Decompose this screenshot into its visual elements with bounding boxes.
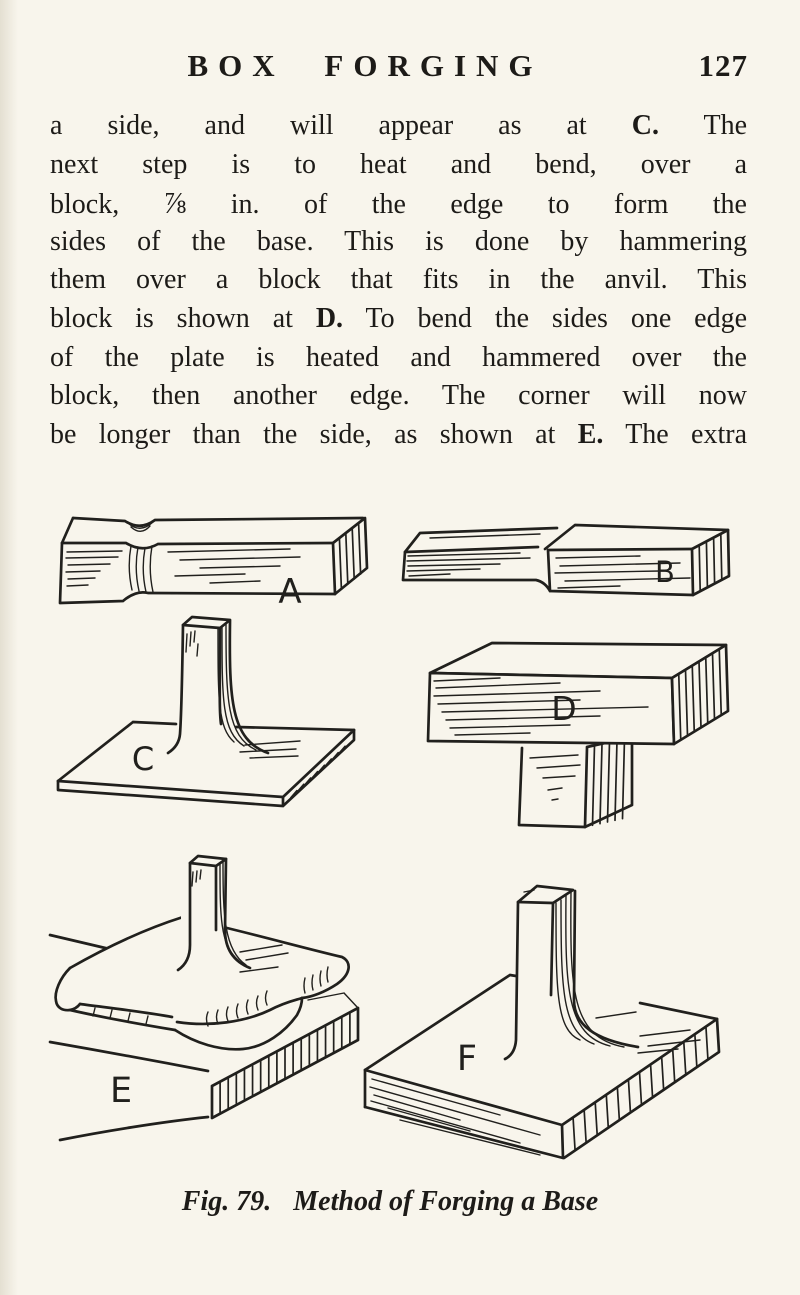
- text-run: block,: [50, 189, 164, 221]
- drawing-c: [58, 617, 354, 806]
- d-shank-hatch: [593, 739, 625, 826]
- text-line: [50, 339, 747, 378]
- text-line: [50, 416, 747, 455]
- c-plate-edge-hatch: [291, 746, 345, 797]
- caption-figure-number: Fig. 79.: [181, 1186, 272, 1217]
- text-line: [50, 184, 747, 223]
- label-f: F: [456, 1039, 478, 1079]
- caption-title: Method of Forging a Base: [293, 1186, 599, 1217]
- figure-illustration: [0, 480, 800, 1180]
- page-number: 127: [698, 48, 748, 83]
- page-header: [0, 48, 800, 92]
- text-run: sides of the base. This is done by hammering: [50, 225, 747, 257]
- drawing-b: [403, 525, 729, 595]
- text-run: block, then another edge. The corner will now: [50, 380, 747, 412]
- text-line: [50, 377, 747, 416]
- text-line: [50, 146, 747, 185]
- text-run: next step is to heat and bend, over a: [50, 148, 747, 180]
- text-line: [50, 300, 747, 339]
- body-paragraph: [50, 107, 747, 454]
- text-run: The: [658, 110, 748, 141]
- text-run: be longer than the side, as shown at: [50, 418, 578, 450]
- running-title: BOX FORGING: [187, 48, 543, 83]
- text-run: To bend the sides one edge: [343, 302, 747, 334]
- label-a: A: [278, 572, 302, 612]
- text-run: in. of the edge to form the: [186, 189, 747, 221]
- figure-caption: [0, 1186, 780, 1218]
- drawing-f: [365, 886, 719, 1158]
- label-d: D: [551, 689, 577, 728]
- bold-reference-letter: D.: [315, 302, 344, 334]
- text-run: a side, and will appear as at: [50, 110, 632, 141]
- drawing-e: [50, 856, 358, 1140]
- a-end-hatch: [339, 523, 360, 589]
- f-left-face-streaks: [370, 1079, 540, 1155]
- text-run: block is shown at: [50, 302, 316, 334]
- bold-reference-letter: C.: [631, 110, 659, 141]
- label-b: B: [655, 555, 675, 589]
- text-line: [50, 261, 747, 300]
- label-c: C: [131, 740, 155, 778]
- label-e: E: [109, 1071, 133, 1111]
- drawing-a: [60, 518, 367, 612]
- bold-reference-letter: E.: [577, 418, 604, 450]
- fraction: ⅞: [163, 186, 187, 221]
- text-run: The extra: [603, 418, 747, 450]
- text-run: of the plate is heated and hammered over the: [50, 341, 747, 373]
- text-line: [50, 107, 747, 146]
- text-line: [50, 223, 747, 262]
- drawing-d: [428, 643, 728, 827]
- text-run: them over a block that fits in the anvil. This: [50, 264, 747, 296]
